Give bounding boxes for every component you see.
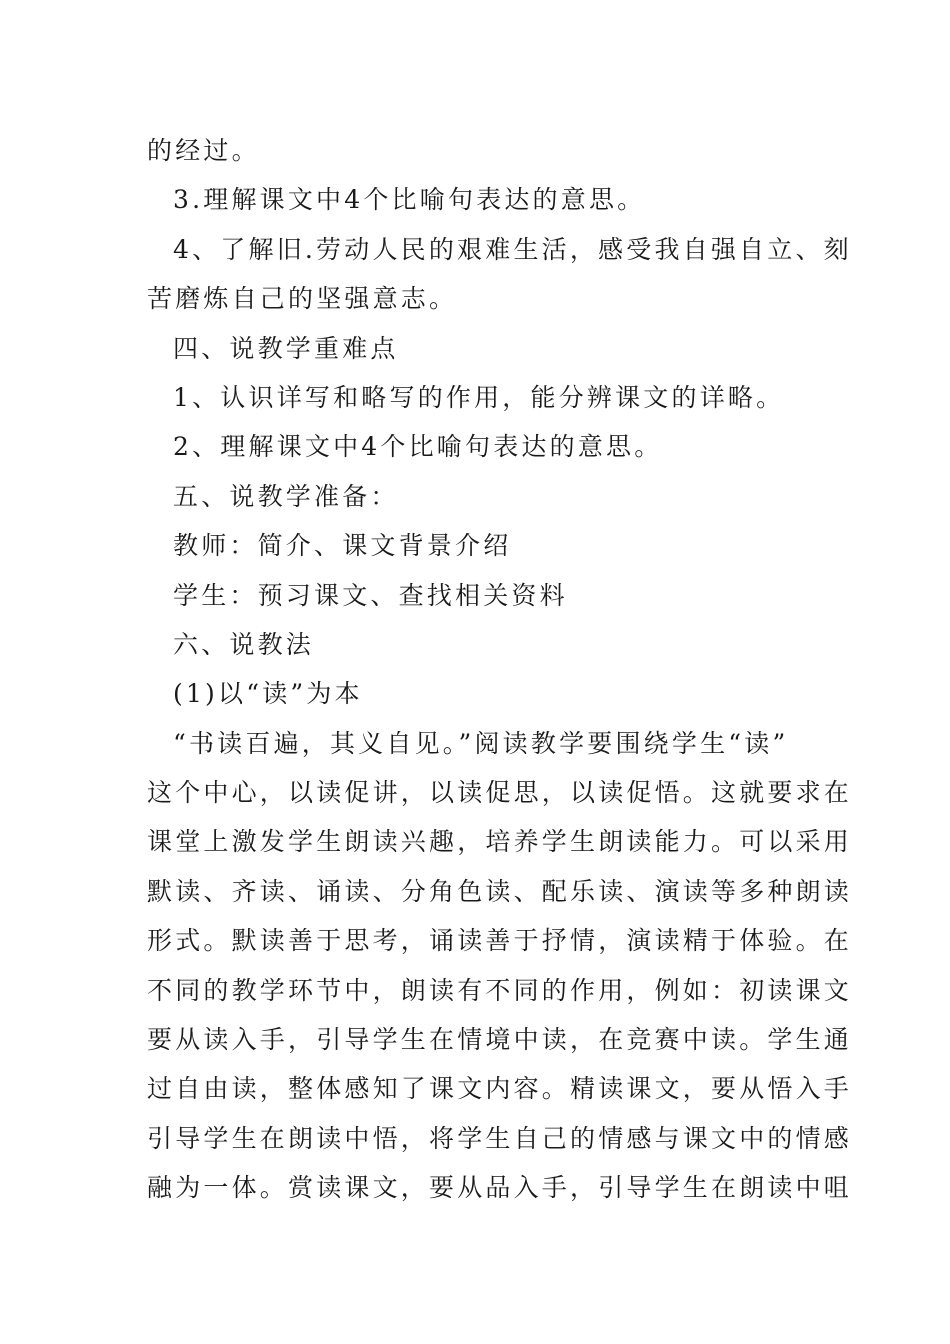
text-line-student-prep: 学生：预习课文、查找相关资料 xyxy=(173,580,568,610)
text-line-objective-4-cont: 苦磨炼自己的坚强意志。 xyxy=(147,284,458,314)
paragraph-line: 过自由读，整体感知了课文内容。精读课文，要从悟入手 xyxy=(147,1074,853,1104)
paragraph-line: 引导学生在朗读中悟，将学生自己的情感与课文中的情感 xyxy=(147,1123,853,1153)
paragraph-line: 课堂上激发学生朗读兴趣，培养学生朗读能力。可以采用 xyxy=(147,827,853,857)
section-heading-preparation: 五、说教学准备： xyxy=(173,481,399,511)
text-line-objective-4: 4、了解旧.劳动人民的艰难生活，感受我自强自立、刻 xyxy=(173,234,852,264)
paragraph-line: 融为一体。赏读课文，要从品入手，引导学生在朗读中咀 xyxy=(147,1173,853,1203)
paragraph-line: 要从读入手，引导学生在情境中读，在竞赛中读。学生通 xyxy=(147,1025,853,1055)
text-line-objective-3: 3.理解课文中4个比喻句表达的意思。 xyxy=(173,185,646,215)
text-line-continuation: 的经过。 xyxy=(147,136,260,165)
subheading-reading-based: (1)以“读”为本 xyxy=(173,679,363,709)
paragraph-line: 形式。默读善于思考，诵读善于抒情，演读精于体验。在 xyxy=(147,926,853,956)
paragraph-line: 这个中心，以读促讲，以读促思，以读促悟。这就要求在 xyxy=(147,778,853,808)
paragraph-line: 不同的教学环节中，朗读有不同的作用，例如：初读课文 xyxy=(147,975,853,1005)
section-heading-key-points: 四、说教学重难点 xyxy=(173,333,399,363)
text-line-teacher-prep: 教师：简介、课文背景介绍 xyxy=(173,531,512,561)
section-heading-methods: 六、说教法 xyxy=(173,629,315,659)
document-body xyxy=(147,126,853,1213)
paragraph-line: 默读、齐读、诵读、分角色读、配乐读、演读等多种朗读 xyxy=(147,876,853,906)
text-line-key-point-1: 1、认识详写和略写的作用，能分辨课文的详略。 xyxy=(173,382,785,412)
paragraph-line: “书读百遍，其义自见。”阅读教学要围绕学生“读” xyxy=(173,728,789,758)
text-line-key-point-2: 2、理解课文中4个比喻句表达的意思。 xyxy=(173,432,663,462)
